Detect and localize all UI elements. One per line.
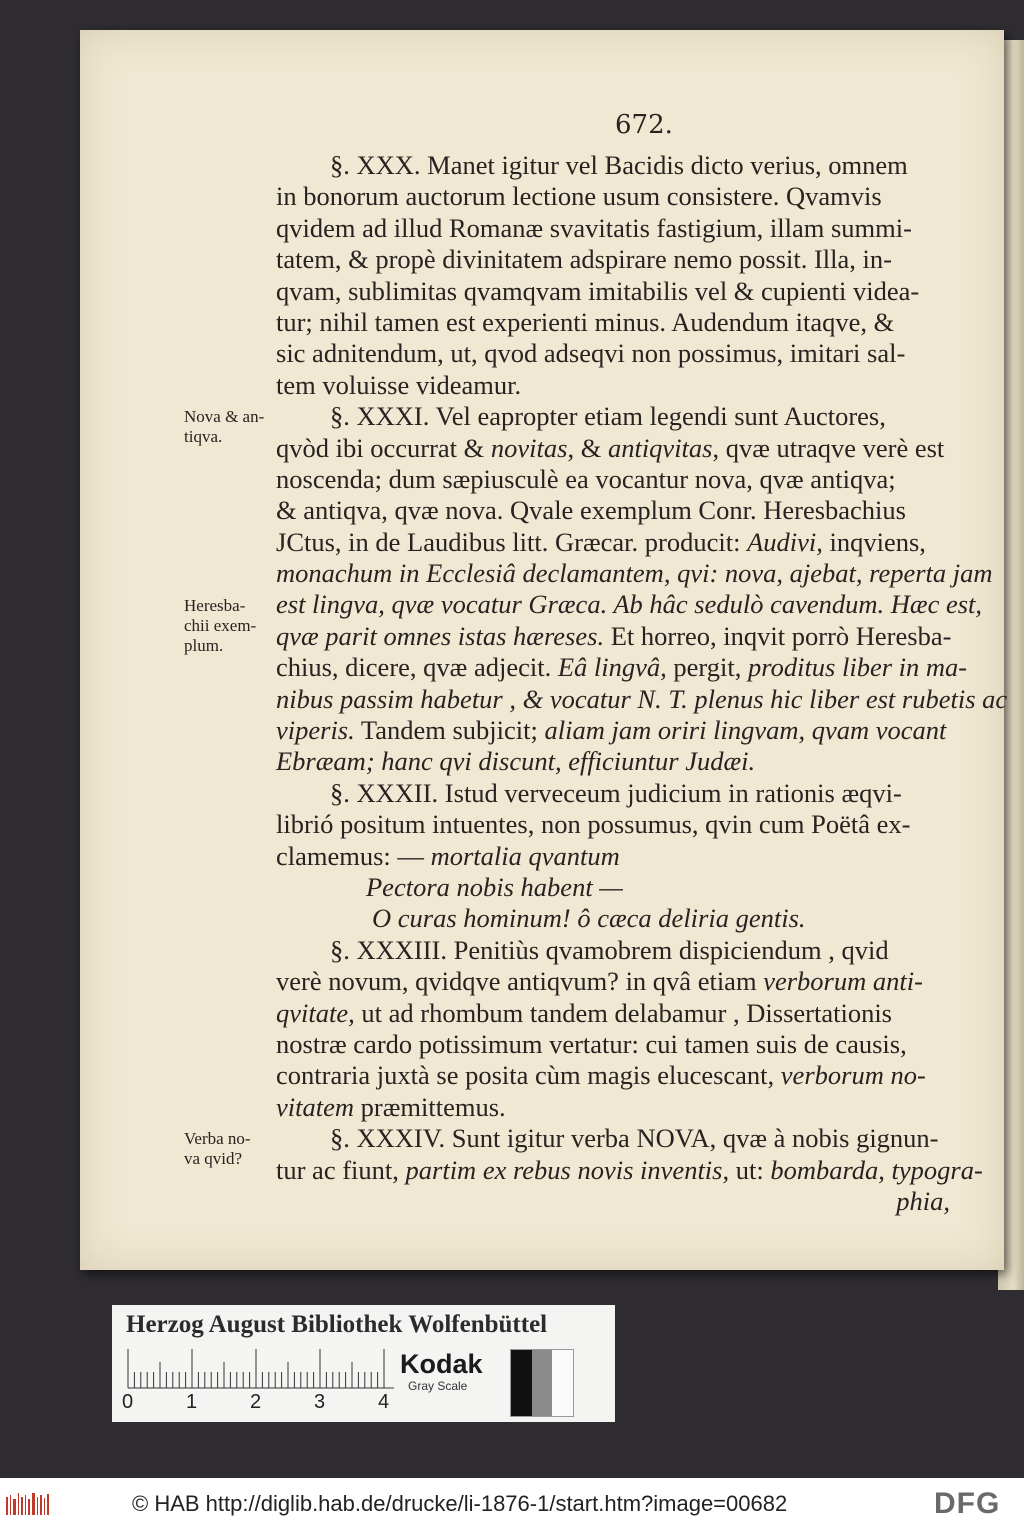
text-run: , qvæ utraqve verè est xyxy=(712,432,945,463)
italic-text: verborum no- xyxy=(780,1060,926,1091)
text-line xyxy=(276,433,976,464)
text-line xyxy=(276,1029,976,1060)
italic-text: monachum in Ecclesiâ declamantem, qvi: nova, ajebat, reperta jam xyxy=(276,558,993,589)
text-line xyxy=(276,1123,976,1154)
text-run: qvam, sublimitas qvamqvam imitabilis vel & cupienti videa- xyxy=(276,275,920,306)
text-run: Pectora nobis habent — xyxy=(366,871,623,902)
text-line xyxy=(276,558,993,589)
gray-patch xyxy=(511,1350,532,1416)
text-line xyxy=(276,338,976,369)
italic-text: phia, xyxy=(896,1185,950,1216)
text-line xyxy=(276,370,976,401)
ruler-number: 0 xyxy=(122,1391,134,1413)
kodak-logo: Kodak xyxy=(400,1349,483,1379)
text-line xyxy=(276,181,976,212)
text-run: ut: xyxy=(729,1154,771,1185)
ruler-number: 2 xyxy=(250,1391,262,1413)
text-run: §. XXX. Manet igitur vel Bacidis dicto verius, omnem xyxy=(330,150,908,180)
text-line xyxy=(276,621,976,652)
text-run: tur ac fiunt, xyxy=(276,1154,406,1185)
text-line xyxy=(276,872,976,903)
text-line xyxy=(276,966,976,997)
margin-note-line: chii exem- xyxy=(184,615,257,635)
text-run: qvidem ad illud Romanæ svavitatis fastigium, illam summi- xyxy=(276,212,912,243)
text-run: nostræ cardo potissimum vertatur: cui tamen suis de causis, xyxy=(276,1028,907,1059)
gray-patch xyxy=(552,1350,573,1416)
margin-note xyxy=(184,1129,251,1169)
text-line xyxy=(276,150,976,181)
text-run: in bonorum auctorum lectione usum consistere. Qvamvis xyxy=(276,181,882,212)
text-line xyxy=(276,495,976,526)
text-line xyxy=(276,1092,976,1123)
text-line xyxy=(276,809,976,840)
text-run: tur; nihil tamen est experienti minus. Audendum itaqve, & xyxy=(276,306,895,337)
text-line xyxy=(276,903,976,934)
text-run: inqviens, xyxy=(822,526,926,557)
text-line xyxy=(276,998,976,1029)
text-run: noscenda; dum sæpiusculè ea vocantur nova, qvæ antiqva; xyxy=(276,463,896,494)
text-run: §. XXXII. Istud verveceum judicium in rationis æqvi- xyxy=(330,777,902,808)
italic-text: antiqvitas xyxy=(607,432,713,463)
italic-text: bombarda, typogra- xyxy=(770,1154,983,1185)
italic-text: nibus passim habetur , & vocatur N. T. plenus hic liber est rubetis ac xyxy=(276,683,1008,714)
margin-note xyxy=(184,407,264,447)
text-run: §. XXXIV. Sunt igitur verba NOVA, qvæ à nobis gignun- xyxy=(330,1123,939,1154)
main-text xyxy=(276,150,1008,1217)
text-run: , & xyxy=(567,432,608,463)
text-line xyxy=(276,778,976,809)
text-line xyxy=(276,841,976,872)
italic-text: est lingva, qvæ vocatur Græca. Ab hâc sedulò cavendum. Hæc est, xyxy=(276,589,983,620)
text-line xyxy=(276,746,976,777)
ruler-scale xyxy=(126,1349,396,1389)
margin-note-line: tiqva. xyxy=(184,427,223,447)
page-number: 672. xyxy=(615,110,673,140)
dfg-logo: DFG xyxy=(934,1487,1001,1520)
italic-text: qvitate, xyxy=(276,997,355,1028)
italic-text: novitas xyxy=(490,432,568,463)
copyright-url: © HAB http://diglib.hab.de/drucke/li-1876-1/start.htm?image=00682 xyxy=(132,1491,788,1516)
italic-text: verborum anti- xyxy=(763,966,923,997)
margin-note xyxy=(184,596,256,656)
library-name: Herzog August Bibliothek Wolfenbüttel xyxy=(126,1311,548,1338)
kodak-subtitle: Gray Scale xyxy=(408,1379,468,1393)
text-line xyxy=(276,401,976,432)
footer-bar xyxy=(0,1478,1024,1528)
text-run: præmittemus. xyxy=(354,1091,506,1122)
text-run: librió positum intuentes, non possumus, qvin cum Poëtâ ex- xyxy=(276,809,911,840)
italic-text: mortalia qvantum xyxy=(430,840,620,871)
italic-text: proditus liber in ma- xyxy=(748,652,968,683)
text-line xyxy=(276,715,976,746)
italic-text: Audivi, xyxy=(747,526,823,557)
italic-text: qvæ parit omnes istas hæreses. xyxy=(276,620,605,651)
text-line xyxy=(276,1154,983,1186)
text-line xyxy=(276,276,976,307)
text-line xyxy=(276,527,976,558)
margin-note-line: Verba no- xyxy=(184,1129,251,1149)
italic-text: partim ex rebus novis inventis, xyxy=(405,1154,730,1185)
color-calibration-card xyxy=(112,1305,615,1422)
text-line xyxy=(276,683,1008,715)
text-run: §. XXXIII. Penitiùs qvamobrem dispiciendum , qvid xyxy=(330,934,889,965)
italic-text: Ebræam; hanc qvi discunt, efficiuntur Judæi. xyxy=(276,746,756,777)
text-line xyxy=(276,307,976,338)
ruler-number: 3 xyxy=(314,1391,326,1413)
text-run: clamemus: — xyxy=(276,840,431,871)
text-run: O curas hominum! ô cæca deliria gentis. xyxy=(372,903,806,934)
text-line xyxy=(276,935,976,966)
margin-note-line: Nova & an- xyxy=(184,407,265,427)
text-run: Tandem subjicit; xyxy=(354,715,545,746)
text-line xyxy=(276,589,983,620)
barcode-icon xyxy=(6,1493,50,1517)
text-line xyxy=(276,213,976,244)
text-run: Et horreo, inqvit porrò Heresba- xyxy=(604,620,952,651)
italic-text: Eâ lingvâ, xyxy=(557,652,667,683)
text-line xyxy=(276,652,976,683)
margin-note-line: plum. xyxy=(184,635,224,655)
text-run: tem voluisse videamur. xyxy=(276,369,522,400)
text-run: pergit, xyxy=(666,652,748,683)
text-line xyxy=(276,244,976,275)
ruler-number: 4 xyxy=(378,1391,390,1413)
text-run: & antiqva, qvæ nova. Qvale exemplum Conr. Heresbachius xyxy=(276,495,906,526)
text-run: qvòd ibi occurrat & xyxy=(276,432,491,463)
text-line xyxy=(276,464,976,495)
margin-note-line: va qvid? xyxy=(184,1149,243,1169)
italic-text: aliam jam oriri lingvam, qvam vocant xyxy=(544,715,947,746)
text-run: tatem, & propè divinitatem adspirare nemo possit. Illa, in- xyxy=(276,244,892,275)
text-run: sic adnitendum, ut, qvod adseqvi non possimus, imitari sal- xyxy=(276,338,906,369)
text-run: JCtus, in de Laudibus litt. Græcar. producit: xyxy=(276,526,748,557)
italic-text: viperis. xyxy=(276,715,355,746)
italic-text: vitatem xyxy=(276,1091,354,1122)
text-run: §. XXXI. Vel eapropter etiam legendi sunt Auctores, xyxy=(330,401,886,432)
text-run: chius, dicere, qvæ adjecit. xyxy=(276,652,558,683)
ruler-number: 1 xyxy=(186,1391,198,1413)
gray-scale-patches xyxy=(510,1349,574,1417)
text-line xyxy=(276,1060,976,1091)
text-run: contraria juxtà se posita cùm magis elucescant, xyxy=(276,1060,781,1091)
text-line xyxy=(276,1186,976,1217)
gray-patch xyxy=(532,1350,553,1416)
text-run: ut ad rhombum tandem delabamur , Dissertationis xyxy=(354,997,892,1028)
margin-note-line: Heresba- xyxy=(184,595,246,615)
text-run: verè novum, qvidqve antiqvum? in qvâ etiam xyxy=(276,966,764,997)
